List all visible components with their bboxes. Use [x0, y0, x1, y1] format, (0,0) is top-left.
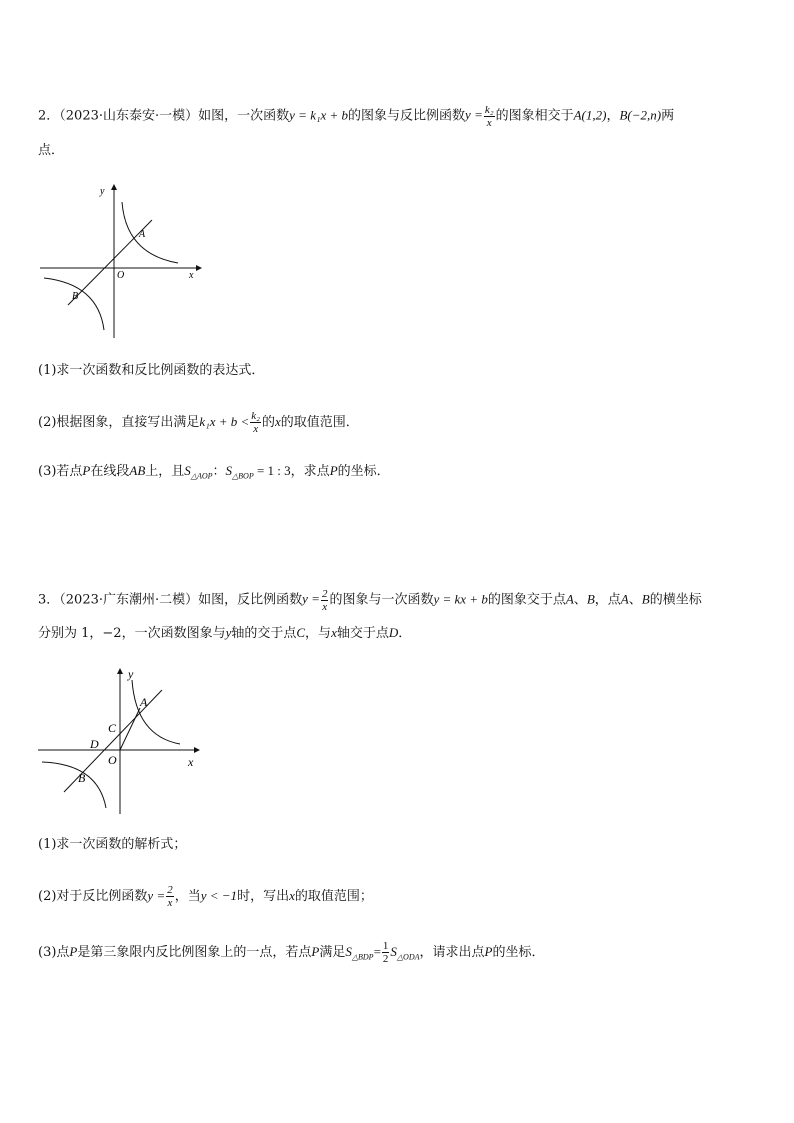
label-a: A: [140, 695, 148, 709]
hyperbola-branch-q1: [122, 202, 178, 263]
q3-text: 、: [573, 592, 587, 608]
q3-sub1: (1)求一次函数的解析式；: [38, 837, 187, 852]
q2-sub3-var: P: [329, 463, 338, 478]
denominator: x: [253, 423, 259, 435]
q2-inverse-equation: [465, 104, 496, 129]
label-y: y: [128, 667, 134, 681]
label-d: D: [90, 737, 99, 751]
numerator: 2: [167, 884, 173, 896]
q3-graph: [36, 664, 206, 820]
fraction: [166, 884, 174, 909]
q3-var: A: [565, 591, 574, 607]
segment-oa: [120, 708, 140, 750]
fraction: [484, 104, 495, 129]
q3-sub3-var: P: [311, 944, 320, 959]
q3-sub3-equals: =: [373, 944, 381, 959]
q2-sub3-text: ，求点: [290, 464, 330, 479]
hyperbola-branch-q3: [44, 278, 104, 330]
q3-stem-line2: [38, 624, 411, 643]
q3-sub2: [38, 884, 373, 909]
area-symbol: S: [345, 944, 352, 959]
q2-stem-line2: 点．: [38, 143, 65, 158]
fraction: [382, 940, 390, 965]
label-b: B: [78, 771, 86, 785]
area-symbol: S: [390, 944, 397, 959]
hyperbola-branch-q1: [132, 680, 180, 744]
q2-sub3-text: (3)若点: [38, 464, 83, 479]
q2-text: 两: [661, 108, 675, 124]
denominator: x: [322, 601, 328, 613]
q3-var: B: [641, 591, 650, 607]
q3-sub3-text: ，请求出点: [419, 945, 485, 960]
label-origin: O: [117, 270, 125, 281]
q3-sub2-var: x: [289, 888, 295, 903]
q3-sub3-text: 的坐标．: [492, 945, 545, 960]
denominator: x: [167, 897, 173, 909]
q3-sub3-var: P: [69, 944, 78, 959]
q2-point-b: B(−2,n): [619, 107, 662, 123]
q3-sub3-var: P: [484, 944, 493, 959]
q3-var: D: [388, 625, 399, 640]
eq-lhs: y =: [302, 591, 320, 607]
q3-text: ，与: [305, 626, 332, 641]
label-a: A: [139, 229, 146, 240]
q3-var: x: [331, 625, 337, 640]
q2-figure: [36, 180, 206, 346]
q3-sub2-text: 的取值范围；: [294, 889, 373, 904]
numerator: k₂: [251, 410, 260, 422]
q2-text: 如图，一次函数: [198, 108, 290, 124]
q2-sub3-area1: [184, 463, 213, 481]
label-x: x: [189, 270, 194, 281]
q2-sub2: [38, 410, 359, 435]
q2-sub3: [38, 462, 390, 486]
x-axis-arrow: [196, 265, 202, 271]
q3-var: B: [586, 591, 595, 607]
q2-graph: [36, 180, 206, 342]
q2-text: ，: [606, 108, 620, 124]
x-axis-arrow: [194, 747, 200, 753]
q3-sub2-text: 时，写出: [237, 889, 290, 904]
numerator: 2: [321, 588, 328, 600]
q2-point-a: A(1,2): [573, 107, 607, 123]
area-subscript: △AOP: [190, 471, 213, 481]
q3-text: 的图象与一次函数: [329, 592, 434, 608]
q2-sub2-text: (2)根据图象，直接写出满足: [38, 415, 200, 430]
q2-sub3-var: AB: [129, 463, 146, 478]
y-axis-arrow: [117, 668, 123, 674]
numerator: 1: [382, 940, 389, 952]
fraction: [250, 410, 261, 435]
q3-figure: [36, 664, 206, 824]
q2-sub2-inequality: k₁x + b <: [199, 414, 250, 429]
denominator: x: [486, 117, 492, 129]
q3-text: 的横坐标: [649, 592, 702, 608]
q3-text: 、: [628, 592, 642, 608]
q2-sub3-area2: [225, 463, 254, 481]
area-subscript: △ODA: [396, 952, 420, 962]
label-origin: O: [108, 753, 117, 767]
area-subscript: △BOP: [232, 471, 254, 481]
q3-text: ．: [398, 626, 412, 641]
label-x: x: [188, 755, 194, 769]
q2-text: 的图象与反比例函数: [348, 108, 466, 124]
area-subscript: △BDP: [351, 952, 374, 962]
q3-text: 的图象交于点: [487, 592, 566, 608]
q3-sub2-text: ，当: [174, 889, 201, 904]
q2-sub3-text: 上，且: [145, 464, 185, 479]
fraction: [321, 588, 329, 613]
q3-text: 分别为 1，−2，一次函数图象与: [38, 626, 226, 641]
q3-text: ，点: [594, 592, 621, 608]
label-b: B: [72, 291, 79, 302]
q2-sub3-text: 在线段: [90, 464, 130, 479]
hyperbola-branch-q3: [42, 762, 106, 808]
q3-number: 3．: [38, 592, 60, 608]
q3-sub3: [38, 940, 544, 967]
q3-var: A: [620, 591, 629, 607]
q3-inverse-equation: [302, 588, 329, 613]
y-axis-arrow: [111, 184, 117, 190]
area-symbol: S: [225, 463, 233, 478]
q3-sub3-area2: [390, 944, 420, 962]
q3-sub2-eq-lhs: y =: [147, 888, 166, 903]
q3-sub2-text: (2)对于反比例函数: [38, 889, 148, 904]
label-y: y: [100, 186, 105, 197]
q3-text: 如图，反比例函数: [198, 592, 303, 608]
eq-lhs: y =: [465, 107, 483, 123]
q2-linear-equation: y = k₁x + b: [289, 107, 349, 123]
q2-source: （2023·山东泰安·一模）: [59, 108, 199, 124]
q2-sub3-ratio: = 1 : 3: [253, 463, 291, 478]
q3-linear-equation: y = kx + b: [433, 591, 488, 607]
q3-sub3-text: (3)点: [38, 945, 70, 960]
q3-sub3-text: 满足: [319, 945, 346, 960]
q3-var: C: [296, 625, 306, 640]
q3-sub3-area1: [345, 944, 374, 962]
q2-sub2-var: x: [275, 414, 281, 429]
q2-sub2-text: 的: [262, 415, 276, 430]
q3-text: 轴的交于点: [231, 626, 297, 641]
q2-stem-line1: [38, 104, 674, 129]
q2-text: 的图象相交于: [495, 108, 574, 124]
label-c: C: [108, 721, 117, 735]
q2-number: 2．: [38, 108, 60, 124]
numerator: k₂: [484, 104, 494, 116]
q3-text: 轴交于点: [336, 626, 389, 641]
q3-stem-line1: [38, 588, 702, 613]
q2-sub2-text: 的取值范围．: [280, 415, 359, 430]
area-symbol: S: [184, 463, 191, 478]
q2-sub3-text: ：: [212, 464, 226, 479]
q2-sub1: (1)求一次函数和反比例函数的表达式．: [38, 363, 265, 378]
q3-sub3-text: 是第三象限内反比例图象上的一点，若点: [77, 945, 312, 960]
q3-source: （2023·广东潮州·二模）: [59, 592, 199, 608]
q3-sub2-condition: y < −1: [200, 888, 238, 903]
q2-sub3-text: 的坐标．: [337, 464, 390, 479]
denominator: 2: [382, 953, 389, 965]
q2-sub3-var: P: [82, 463, 91, 478]
q3-var: y: [225, 625, 232, 640]
